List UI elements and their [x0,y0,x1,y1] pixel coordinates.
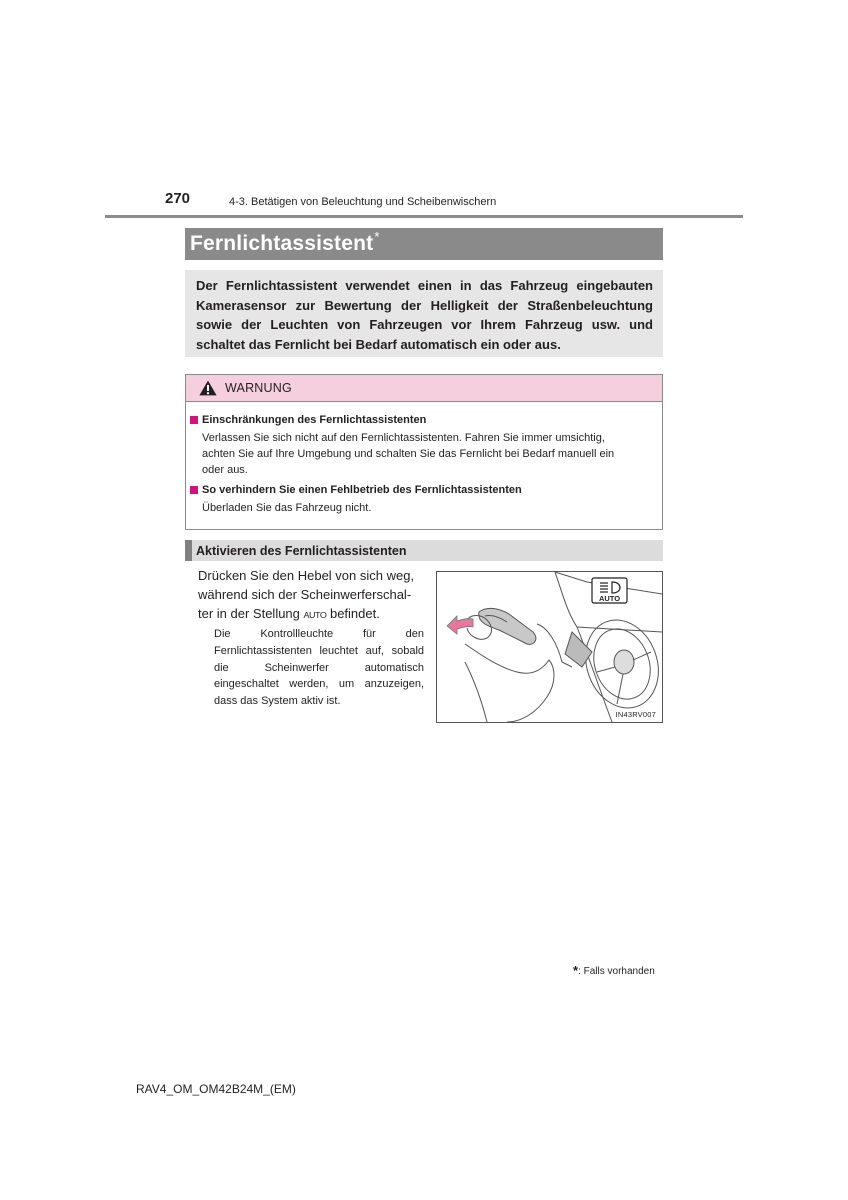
auto-symbol: AUTO [303,610,327,620]
instruction-line: während sich der Scheinwerferschal- [198,587,412,602]
warning-heading-text: So verhindern Sie einen Fehlbetrieb des Fernlichtassistenten [202,484,522,496]
warning-label: WARNUNG [225,381,292,395]
lever-drawing [437,572,662,722]
instruction-line-start: ter in der Stellung [198,606,304,621]
intro-paragraph: Der Fernlichtassistent verwendet einen in das Fahrzeug eingebauten Kamerasensor zur Bewertung der Helligkeit der Straßenbeleuchtung sowie der Leuchten von Fahrzeugen vor Ihrem Fahrzeug usw. und schaltet das Fernlicht bei Bedarf automatisch ein oder aus. [185,270,663,357]
warning-item-body [202,430,662,478]
headlight-lever-illustration [436,571,663,723]
indicator-note: Die Kontrollleuchte für den Fernlichtassistenten leuchtet auf, sobald die Scheinwerfer automatisch eingeschaltet werden, um anzuzeigen, dass das System aktiv ist. [214,628,424,708]
warning-header [186,375,662,402]
chapter-title: 4-3. Betätigen von Beleuchtung und Scheibenwischern [229,196,497,208]
warning-triangle-icon [199,380,217,396]
instruction-text [198,566,424,625]
footnote-star: * [573,963,579,978]
warning-body-line: achten Sie auf Ihre Umgebung und schalten Sie das Fernlicht bei Bedarf manuell ein [202,448,615,460]
indicator-auto-label: AUTO [598,594,621,603]
header-rule [105,215,743,218]
figure-code: IN43RV007 [615,710,656,719]
subsection-bar [185,540,663,561]
warning-item-body [202,500,662,516]
warning-heading-text: Einschränkungen des Fernlichtassistenten [202,414,427,426]
warning-body-line: Verlassen Sie sich nicht auf den Fernlichtassistenten. Fahren Sie immer umsichtig, [202,432,605,444]
title-footnote-star: * [374,228,380,244]
warning-body-line: Überladen Sie das Fahrzeug nicht. [202,502,372,514]
instruction-line-end: befindet. [326,606,380,621]
page-number: 270 [165,190,191,207]
warning-body-line: oder aus. [202,464,248,476]
page-title: Fernlichtassistent [190,232,374,255]
section-title-bar [185,228,663,260]
instruction-line: Drücken Sie den Hebel von sich weg, [198,568,415,583]
footnote-text: : Falls vorhanden [578,966,655,977]
warning-item-heading [190,414,426,426]
square-bullet-icon [190,416,198,424]
footnote [573,962,655,977]
instruction-line [198,604,424,625]
document-code: RAV4_OM_OM42B24M_(EM) [136,1082,296,1096]
warning-box [185,374,663,530]
subsection-title: Aktivieren des Fernlichtassistenten [196,543,407,558]
square-bullet-icon [190,486,198,494]
push-arrow-icon [447,616,473,634]
warning-item-heading [190,484,522,496]
